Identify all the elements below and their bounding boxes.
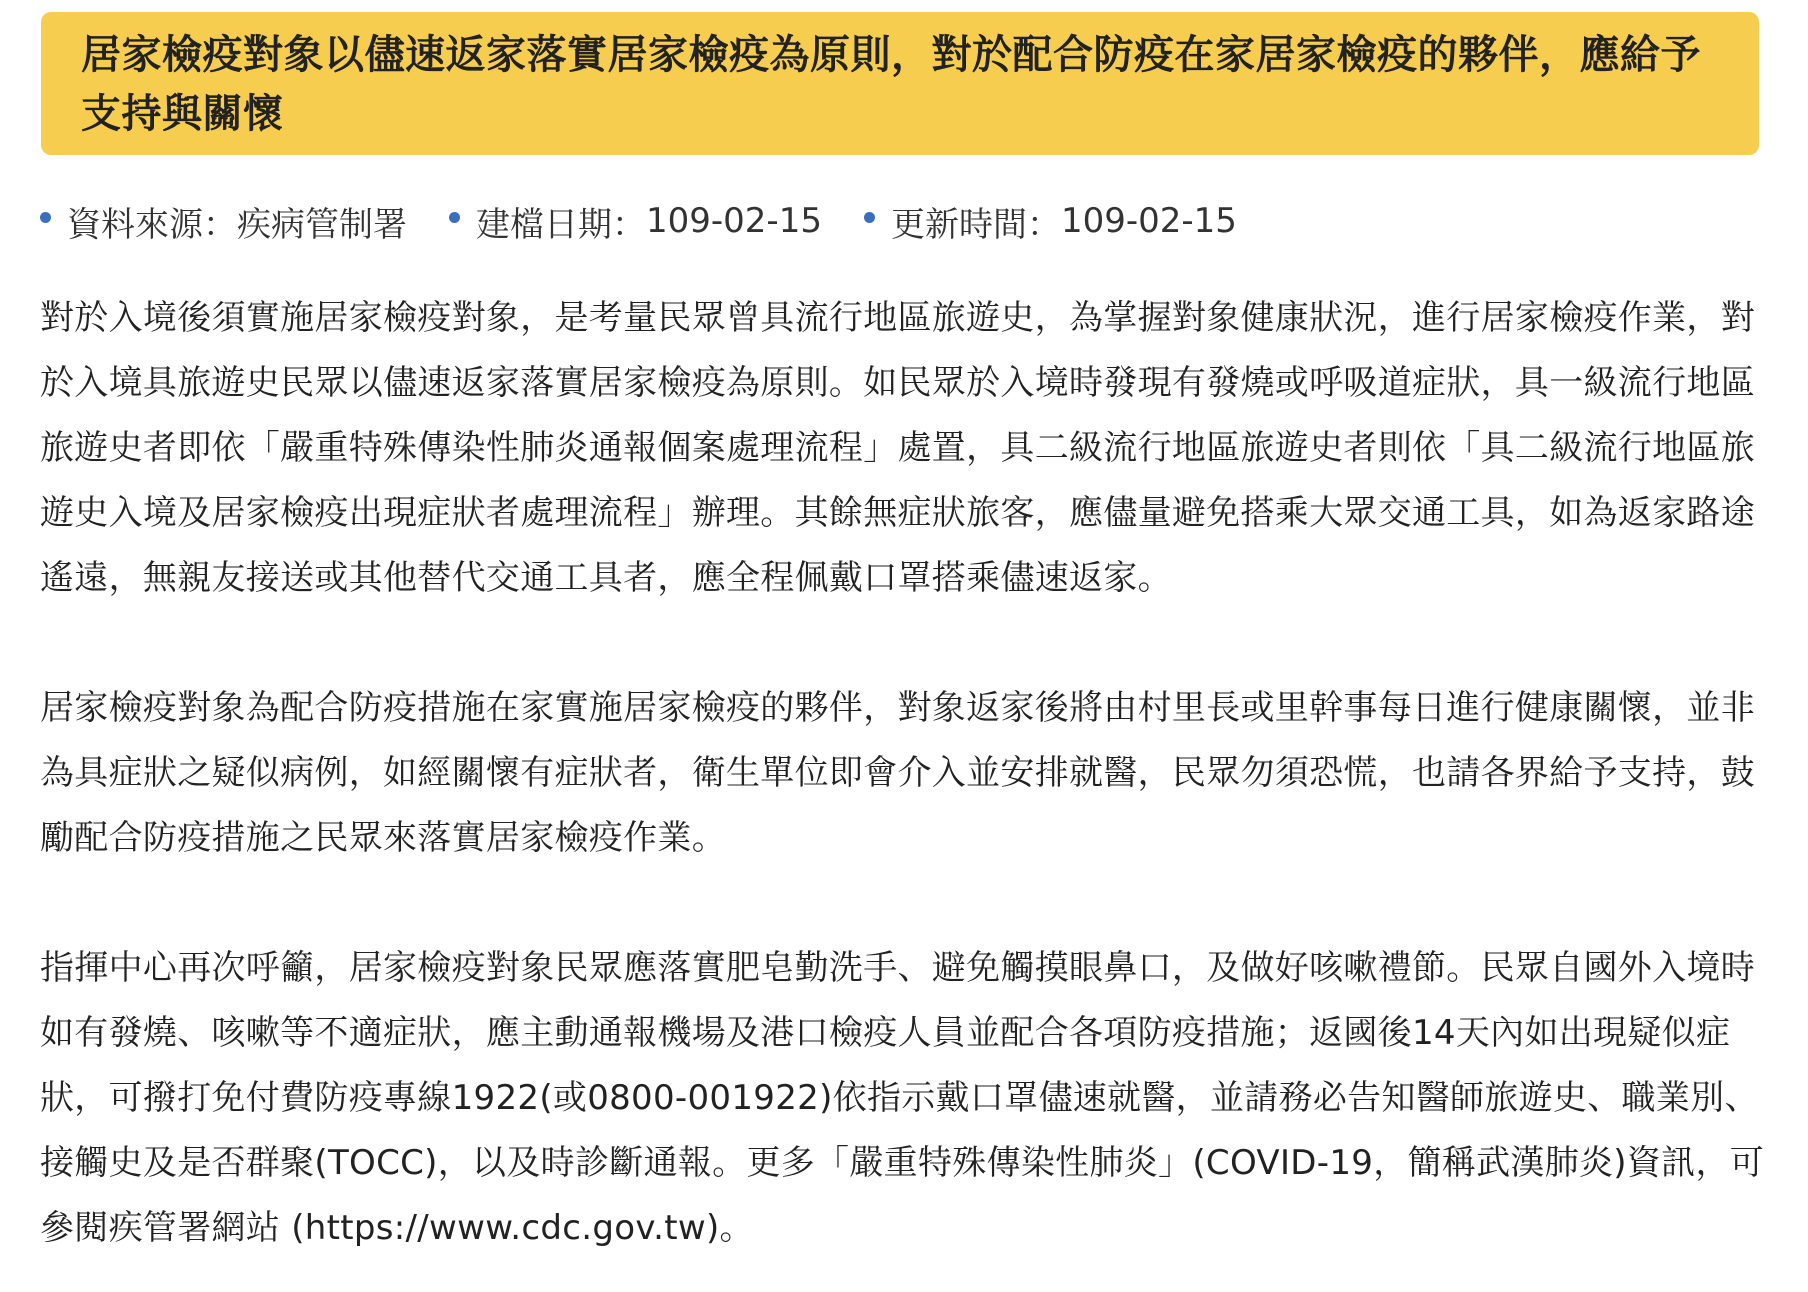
meta-created-label: 建檔日期： (476, 204, 646, 245)
meta-info-row (40, 196, 1279, 246)
meta-updated-time (864, 197, 1237, 246)
meta-source-label: 資料來源： (67, 204, 237, 245)
article-body (40, 286, 1770, 1261)
meta-source (40, 197, 407, 246)
article-paragraph: 對於入境後須實施居家檢疫對象，是考量民眾曾具流行地區旅遊史，為掌握對象健康狀況，進行居家檢疫作業，對於入境具旅遊史民眾以儘速返家落實居家檢疫為原則。如民眾於入境時發現有發燒或呼吸道症狀，具一級流行地區旅遊史者即依「嚴重特殊傳染性肺炎通報個案處理流程」處置，具二級流行地區旅遊史者則依「具二級流行地區旅遊史入境及居家檢疫出現症狀者處理流程」辦理。其餘無症狀旅客，應儘量避免搭乘大眾交通工具，如為返家路途遙遠，無親友接送或其他替代交通工具者，應全程佩戴口罩搭乘儘速返家。 (40, 298, 1755, 598)
meta-created-value: 109-02-15 (646, 201, 822, 241)
title-banner (41, 12, 1759, 155)
page-title: 居家檢疫對象以儘速返家落實居家檢疫為原則，對於配合防疫在家居家檢疫的夥伴，應給予支持與關懷 (81, 32, 1701, 137)
bullet-icon (449, 212, 460, 223)
meta-source-value: 疾病管制署 (237, 204, 407, 245)
article-paragraph: 居家檢疫對象為配合防疫措施在家實施居家檢疫的夥伴，對象返家後將由村里長或里幹事每日進行健康關懷，並非為具症狀之疑似病例，如經關懷有症狀者，衛生單位即會介入並安排就醫，民眾勿須恐慌，也請各界給予支持，鼓勵配合防疫措施之民眾來落實居家檢疫作業。 (40, 688, 1755, 858)
bullet-icon (40, 212, 51, 223)
meta-updated-value: 109-02-15 (1060, 201, 1237, 241)
meta-updated-label: 更新時間： (890, 204, 1061, 245)
meta-created-date (449, 197, 822, 246)
bullet-icon (864, 212, 875, 223)
article-paragraph: 指揮中心再次呼籲，居家檢疫對象民眾應落實肥皂勤洗手、避免觸摸眼鼻口，及做好咳嗽禮節。民眾自國外入境時如有發燒、咳嗽等不適症狀，應主動通報機場及港口檢疫人員並配合各項防疫措施；返國後14天內如出現疑似症狀，可撥打免付費防疫專線1922(或0800-001922)依指示戴口罩儘速就醫，並請務必告知醫師旅遊史、職業別、接觸史及是否群聚(TOCC)，以及時診斷通報。更多「嚴重特殊傳染性肺炎」(COVID-19，簡稱武漢肺炎)資訊，可參閱疾管署網站 (https://www.cdc.gov.tw)。 (40, 948, 1765, 1248)
